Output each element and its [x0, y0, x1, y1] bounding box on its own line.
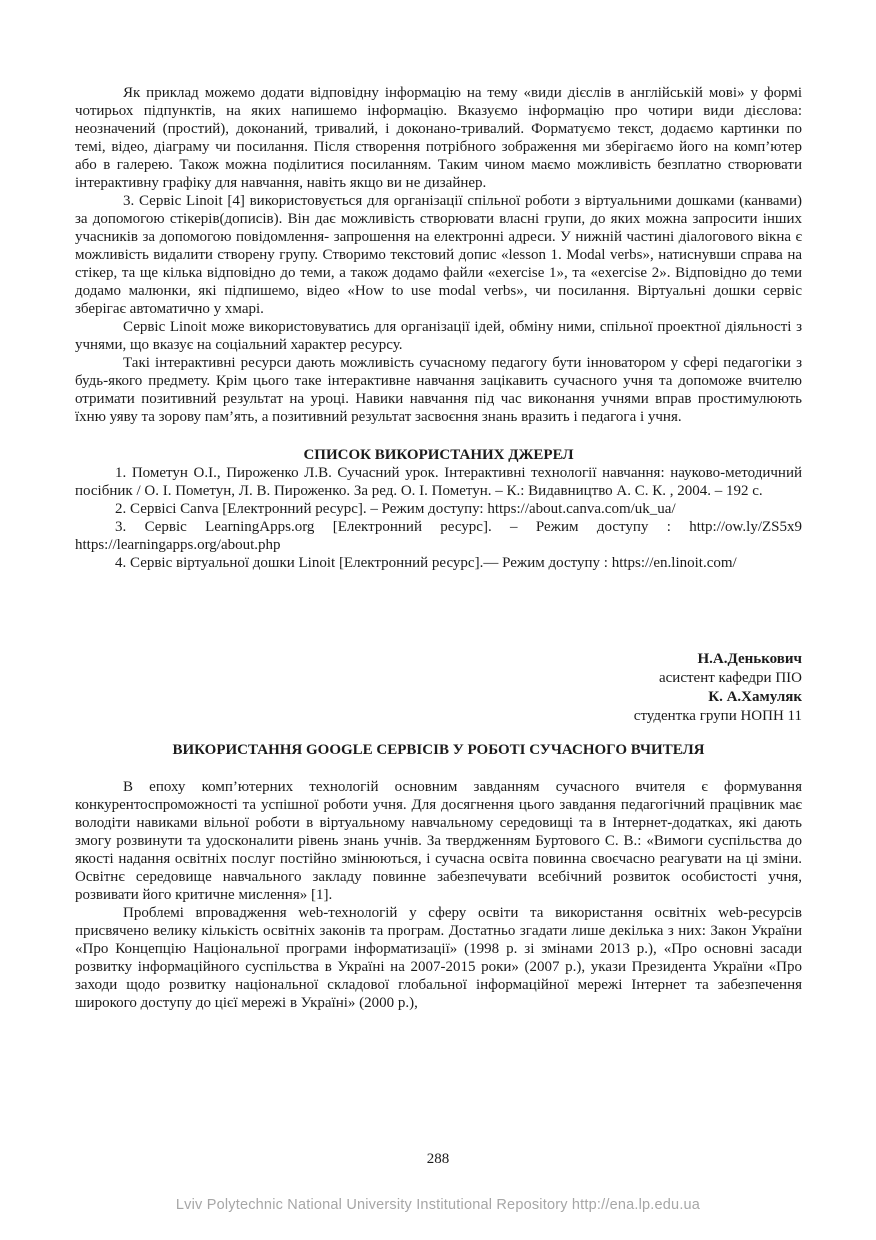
reference-item: 1. Пометун О.І., Пироженко Л.В. Сучасний урок. Інтерактивні технології навчання: науково-методичний посібник / О. І. Пометун, Л. В. Пироженко. За ред. О. І. Пометун. – К.: Видавництво А. С. К. , 2004. – 192 с. — [75, 465, 802, 499]
repository-footer: Lviv Polytechnic National University Institutional Repository http://ena.lp.edu.ua — [175, 1197, 701, 1213]
references-heading: СПИСОК ВИКОРИСТАНИХ ДЖЕРЕЛ — [303, 447, 574, 463]
article-top-section — [75, 84, 802, 572]
author-block — [75, 650, 802, 726]
author-name: Н.А.Денькович — [697, 651, 802, 667]
paragraph: 3. Сервіс Linoit [4] використовується для організації спільної роботи з віртуальними дошками (канвами) за допомогою стікерів(дописів). Він дає можливість створювати власні групи, до яких можна запросити інших учасників за допомогою повідомлення- запрошення на електронні адреси. У нижній частині діалогового вікна є можливість видалити створену групу. Створимо текстовий допис «lesson 1. Modal verbs», натиснувши справа на стікер, та ще кілька відповідно до теми, а також додамо файли «exercise 1», та «exercise 2». Відповідно до теми додамо малюнки, які підпишемо, відео «How to use modal verbs», чи посилання. Віртуальні дошки сервіс зберігає автоматично у хмарі. — [75, 193, 802, 317]
paragraph: Такі інтерактивні ресурси дають можливість сучасному педагогу бути інноватором у сфері педагогіки з будь-якого предмету. Крім цього таке інтерактивне навчання зацікавить сучасного учня та допоможе вчителю отримати позитивний результат на уроці. Навики навчання під час виконання учнями вправ простимулюють їхню уяву та зорову пам’ять, а позитивний результат засвоєння знань вразить і педагога і учня. — [75, 355, 802, 425]
paragraph: Сервіс Linoit може використовуватись для організації ідей, обміну ними, спільної проектної діяльності з учнями, що вказує на соціальний характер ресурсу. — [75, 319, 802, 353]
reference-item: 4. Сервіс віртуальної дошки Linoit [Електронний ресурс].— Режим доступу : https://en.linoit.com/ — [115, 555, 737, 571]
article-bottom-section — [75, 650, 802, 1012]
reference-item: 2. Сервісі Canva [Електронний ресурс]. – Режим доступу: https://about.canva.com/uk_ua/ — [115, 501, 676, 517]
paragraph: Як приклад можемо додати відповідну інформацію на тему «види дієслів в англійській мові» у формі чотирьох підпунктів, на яких напишемо інформацію. Вказуємо інформацію про чотири види дієслова: неозначений (простий), доконаний, тривалий, і доконано-тривалий. Форматуємо текст, додаємо картинки по темі, відео, діаграму чи посилання. Після створення потрібного зображення ми зберігаємо його на комп’ютер або в галерею. Також можна поділитися посиланням. Таким чином маємо можливість безплатно створювати інтерактивну графіку для навчання, навіть якщо ви не дизайнер. — [75, 85, 802, 191]
page-content — [75, 84, 802, 1012]
author-role: асистент кафедри ПІО — [658, 670, 802, 686]
author-name: К. А.Хамуляк — [708, 689, 802, 705]
paragraph: В епоху комп’ютерних технологій основним завданням сучасного вчителя є формування конкурентоспроможності та успішної роботи учня. Для досягнення цього завдання педагогічний працівник має володіти навиками вільної роботи в віртуальному навчальному середовищі та в Інтернет-додатках, які дають змогу розвинути та удосконалити рівень знань учнів. За твердженням Буртового С. В.: «Вимоги суспільства до якості надання освітніх послуг постійно змінюються, і сучасна освіта повинна своєчасно реагувати на ці зміни. Освітнє середовище навчального закладу повинне забезпечувати всебічний розвиток особистості учня, розвивати його критичне мислення» [1]. — [75, 779, 802, 903]
article-title: ВИКОРИСТАННЯ GOOGLE СЕРВІСІВ У РОБОТІ СУЧАСНОГО ВЧИТЕЛЯ — [172, 742, 705, 758]
paragraph: Проблемі впровадження web-технологій у сферу освіти та використання освітніх web-ресурсів присвячено велику кількість освітніх законів та програм. Достатньо згадати лише декілька з них: Закон України «Про Концепцію Національної програми інформатизації» (1998 р. зі змінами 2013 р.), «Про основні засади розвитку інформаційного суспільства в Україні на 2007-2015 роки» (2007 р.), укази Президента України «Про заходи щодо розвитку національної складової глобальної інформаційної мережі Інтернет та забезпечення широкого доступу до цієї мережі в Україні» (2000 р.), — [75, 905, 802, 1011]
author-role: студентка групи НОПН 11 — [633, 708, 802, 724]
reference-item: 3. Сервіс LearningApps.org [Електронний ресурс]. – Режим доступу : http://ow.ly/ZS5x9 https://learningapps.org/about.php — [75, 519, 802, 553]
page-number: 288 — [426, 1151, 450, 1167]
